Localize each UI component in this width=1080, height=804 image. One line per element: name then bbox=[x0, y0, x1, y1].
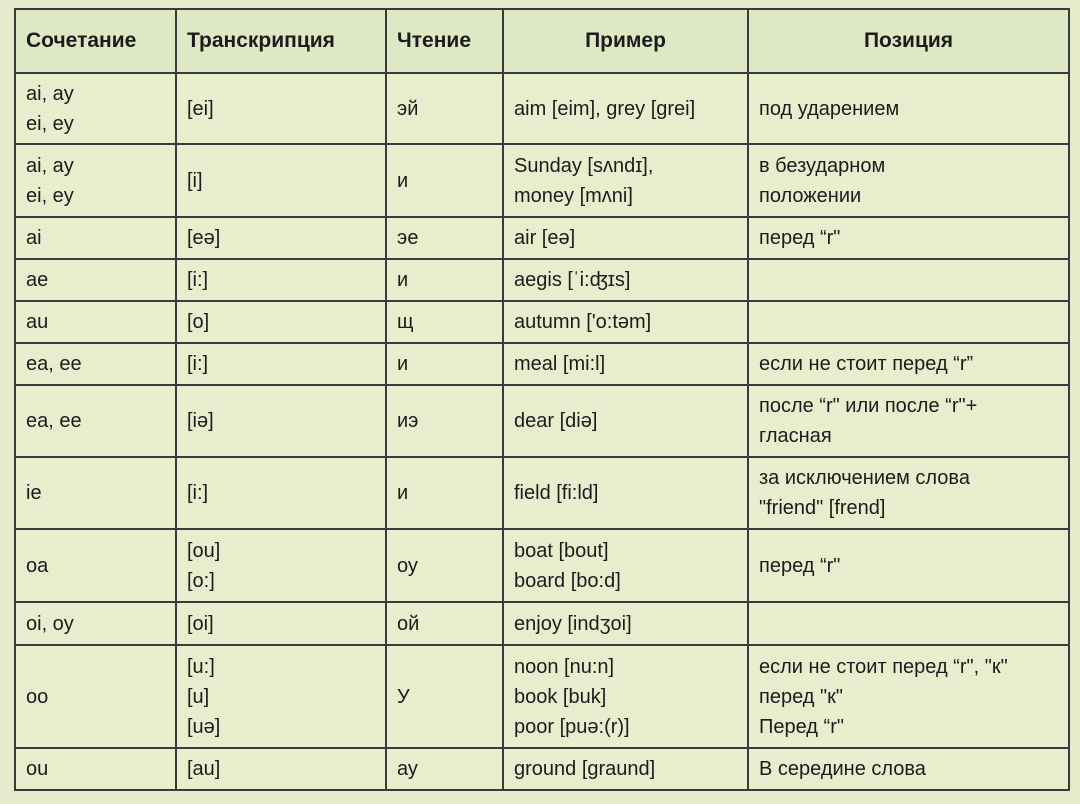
cell-combination: ie bbox=[15, 457, 176, 529]
cell-example: autumn ['o:təm] bbox=[503, 301, 748, 343]
cell-example: noon [nu:n] book [buk] poor [puə:(r)] bbox=[503, 645, 748, 748]
cell-combination: ou bbox=[15, 748, 176, 790]
cell-combination: ai, ay ei, ey bbox=[15, 73, 176, 144]
cell-position bbox=[748, 602, 1069, 645]
cell-transcription: [u:] [u] [uə] bbox=[176, 645, 386, 748]
cell-reading: иэ bbox=[386, 385, 503, 457]
cell-reading: У bbox=[386, 645, 503, 748]
table-row bbox=[15, 529, 1069, 602]
cell-example: enjoy [indʒoi] bbox=[503, 602, 748, 645]
cell-position bbox=[748, 301, 1069, 343]
table-row bbox=[15, 645, 1069, 748]
cell-combination: oi, oy bbox=[15, 602, 176, 645]
table-row bbox=[15, 259, 1069, 301]
cell-transcription: [i:] bbox=[176, 343, 386, 385]
cell-transcription: [i:] bbox=[176, 457, 386, 529]
cell-example: Sunday [sʌndɪ], money [mʌni] bbox=[503, 144, 748, 217]
cell-reading: и bbox=[386, 343, 503, 385]
table-row bbox=[15, 144, 1069, 217]
header-reading: Чтение bbox=[386, 9, 503, 73]
cell-transcription: [ou] [o:] bbox=[176, 529, 386, 602]
cell-transcription: [au] bbox=[176, 748, 386, 790]
vowel-combinations-table bbox=[14, 8, 1070, 791]
cell-reading: и bbox=[386, 144, 503, 217]
cell-reading: ой bbox=[386, 602, 503, 645]
table-row bbox=[15, 602, 1069, 645]
cell-transcription: [o] bbox=[176, 301, 386, 343]
cell-position: после “r" или после “r"+ гласная bbox=[748, 385, 1069, 457]
cell-transcription: [iə] bbox=[176, 385, 386, 457]
table-row bbox=[15, 73, 1069, 144]
cell-example: ground [graund] bbox=[503, 748, 748, 790]
cell-reading: щ bbox=[386, 301, 503, 343]
cell-combination: ai, ay ei, ey bbox=[15, 144, 176, 217]
header-transcription: Транскрипция bbox=[176, 9, 386, 73]
cell-example: meal [mi:l] bbox=[503, 343, 748, 385]
cell-example: field [fi:ld] bbox=[503, 457, 748, 529]
cell-combination: au bbox=[15, 301, 176, 343]
header-row bbox=[15, 9, 1069, 73]
cell-position: перед “r" bbox=[748, 529, 1069, 602]
cell-example: boat [bout] board [bo:d] bbox=[503, 529, 748, 602]
table-row bbox=[15, 748, 1069, 790]
table-body bbox=[15, 73, 1069, 790]
cell-reading: эе bbox=[386, 217, 503, 259]
header-combination: Сочетание bbox=[15, 9, 176, 73]
cell-combination: ea, ee bbox=[15, 385, 176, 457]
table-header bbox=[15, 9, 1069, 73]
header-example: Пример bbox=[503, 9, 748, 73]
cell-position: за исключением слова "friend" [frend] bbox=[748, 457, 1069, 529]
table-row bbox=[15, 385, 1069, 457]
cell-combination: ea, ee bbox=[15, 343, 176, 385]
table-row bbox=[15, 217, 1069, 259]
header-position: Позиция bbox=[748, 9, 1069, 73]
cell-transcription: [i:] bbox=[176, 259, 386, 301]
cell-example: aegis [ˈi:ʤɪs] bbox=[503, 259, 748, 301]
cell-reading: и bbox=[386, 259, 503, 301]
table-row bbox=[15, 301, 1069, 343]
cell-reading: и bbox=[386, 457, 503, 529]
cell-transcription: [eə] bbox=[176, 217, 386, 259]
cell-position bbox=[748, 259, 1069, 301]
cell-reading: эй bbox=[386, 73, 503, 144]
cell-reading: оу bbox=[386, 529, 503, 602]
cell-reading: ау bbox=[386, 748, 503, 790]
cell-combination: ai bbox=[15, 217, 176, 259]
cell-example: air [eə] bbox=[503, 217, 748, 259]
cell-example: aim [eim], grey [grei] bbox=[503, 73, 748, 144]
cell-combination: oa bbox=[15, 529, 176, 602]
table-row bbox=[15, 343, 1069, 385]
cell-transcription: [oi] bbox=[176, 602, 386, 645]
cell-example: dear [diə] bbox=[503, 385, 748, 457]
cell-position: под ударением bbox=[748, 73, 1069, 144]
cell-combination: oo bbox=[15, 645, 176, 748]
cell-position: В середине слова bbox=[748, 748, 1069, 790]
cell-position: если не стоит перед “r” bbox=[748, 343, 1069, 385]
cell-position: в безударном положении bbox=[748, 144, 1069, 217]
cell-position: перед “r" bbox=[748, 217, 1069, 259]
cell-combination: ae bbox=[15, 259, 176, 301]
cell-transcription: [i] bbox=[176, 144, 386, 217]
table-row bbox=[15, 457, 1069, 529]
cell-transcription: [ei] bbox=[176, 73, 386, 144]
cell-position: если не стоит перед “r", "к" перед "к" Перед “r" bbox=[748, 645, 1069, 748]
